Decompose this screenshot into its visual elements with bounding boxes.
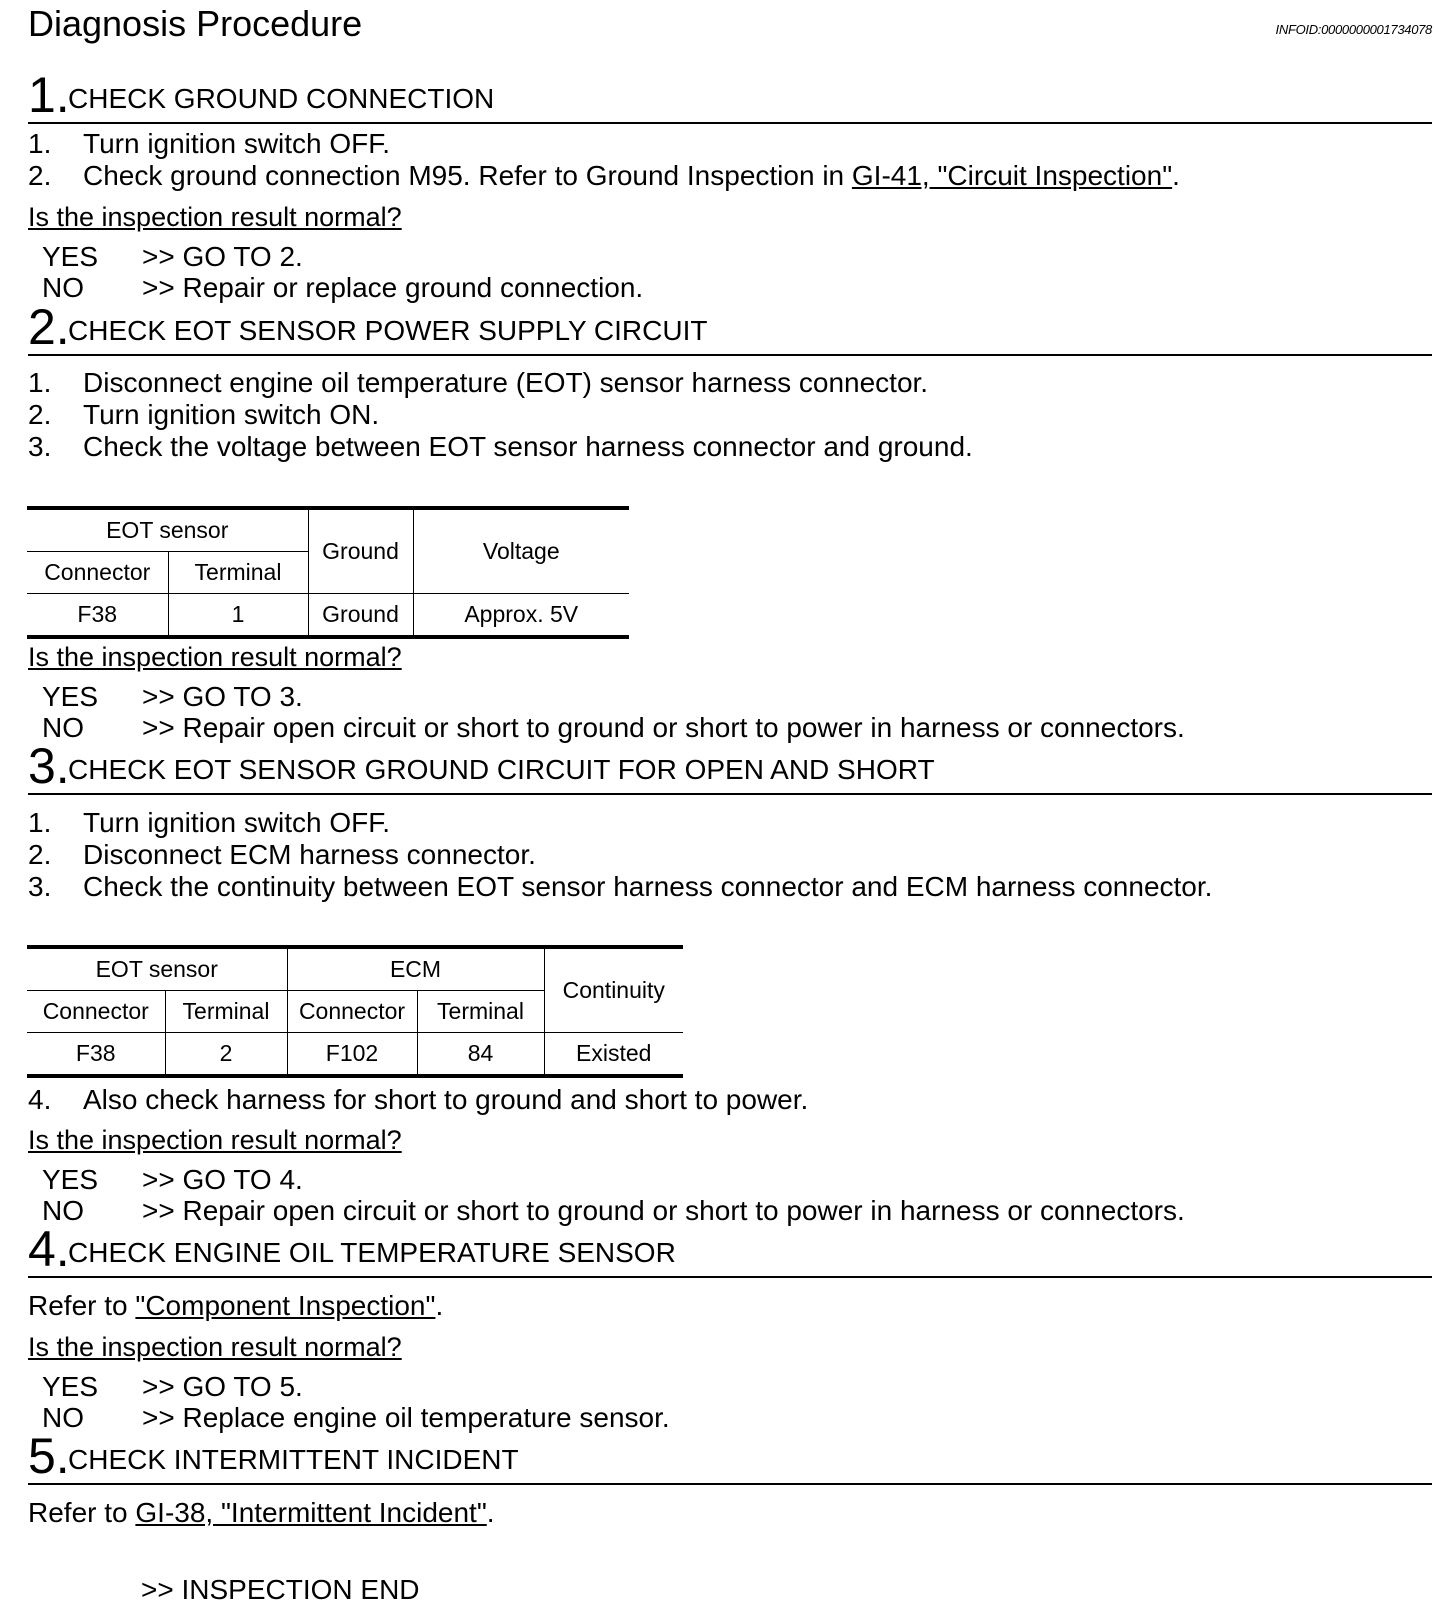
step-title: CHECK EOT SENSOR GROUND CIRCUIT FOR OPEN AND SHORT (68, 754, 935, 785)
list-item: 2. Disconnect ECM harness connector. (28, 839, 536, 870)
step-1-list (28, 128, 1180, 192)
table-header: Ground (308, 508, 413, 594)
list-item: 2. Turn ignition switch ON. (28, 399, 380, 430)
answer-no: NO >> Replace engine oil temperature sensor. (42, 1402, 670, 1433)
answer-no: NO >> Repair or replace ground connection. (42, 272, 644, 303)
table-header: Terminal (417, 991, 544, 1033)
answer-yes: YES >> GO TO 5. (42, 1371, 303, 1402)
step-title: CHECK GROUND CONNECTION (68, 83, 495, 114)
step-2-list (28, 367, 973, 463)
table-header: Continuity (544, 947, 683, 1033)
step-5-header (28, 1428, 1432, 1485)
table-cell: Ground (308, 594, 413, 638)
answer-yes: YES >> GO TO 4. (42, 1164, 303, 1195)
table-cell: Approx. 5V (413, 594, 629, 638)
refer-line: Refer to "Component Inspection". (28, 1290, 444, 1321)
table-header: EOT sensor (27, 508, 308, 552)
table-cell: F38 (27, 594, 168, 638)
list-item: 3. Check the voltage between EOT sensor harness connector and ground. (28, 431, 973, 462)
inspection-question[interactable]: Is the inspection result normal? (28, 202, 402, 232)
table-cell: Existed (544, 1033, 683, 1077)
answer-yes: YES >> GO TO 2. (42, 241, 303, 272)
list-item: 1. Turn ignition switch OFF. (28, 807, 391, 838)
table-header: Connector (27, 552, 168, 594)
step-3-header (28, 738, 1432, 795)
table-row (27, 594, 629, 638)
step-2-header (28, 299, 1432, 356)
inspection-question[interactable]: Is the inspection result normal? (28, 1332, 402, 1362)
continuity-table (27, 945, 683, 1078)
circuit-inspection-link[interactable]: GI-41, "Circuit Inspection" (851, 160, 1173, 191)
step-number: 1. (28, 67, 70, 123)
table-cell: F102 (287, 1033, 417, 1077)
page-title: Diagnosis Procedure (28, 3, 363, 44)
inspection-question[interactable]: Is the inspection result normal? (28, 642, 402, 672)
list-item: 1. Disconnect engine oil temperature (EOT) sensor harness connector. (28, 367, 929, 398)
inspection-question[interactable]: Is the inspection result normal? (28, 1125, 402, 1155)
table-header: Terminal (165, 991, 287, 1033)
step-number: 4. (28, 1221, 70, 1277)
step-title: CHECK EOT SENSOR POWER SUPPLY CIRCUIT (68, 315, 708, 346)
list-item: 1. Turn ignition switch OFF. (28, 128, 391, 159)
voltage-table (27, 506, 629, 639)
list-item: 3. Check the continuity between EOT sensor harness connector and ECM harness connector. (28, 871, 1213, 902)
step-title: CHECK INTERMITTENT INCIDENT (68, 1444, 519, 1475)
info-id: INFOID:0000000001734078 (1275, 22, 1432, 37)
list-item: 4. Also check harness for short to ground and short to power. (28, 1084, 809, 1115)
step-title: CHECK ENGINE OIL TEMPERATURE SENSOR (68, 1237, 676, 1268)
answer-no: NO >> Repair open circuit or short to ground or short to power in harness or connectors. (42, 712, 1185, 743)
table-header: Connector (287, 991, 417, 1033)
step-3-list (28, 807, 1212, 903)
answer-no: NO >> Repair open circuit or short to ground or short to power in harness or connectors. (42, 1195, 1185, 1226)
table-header: Voltage (413, 508, 629, 594)
intermittent-incident-link[interactable]: GI-38, "Intermittent Incident" (135, 1497, 487, 1528)
table-header: Terminal (168, 552, 308, 594)
table-row (27, 1033, 683, 1077)
table-cell: 84 (417, 1033, 544, 1077)
step-number: 5. (28, 1428, 70, 1484)
table-header: Connector (27, 991, 165, 1033)
inspection-end: >> INSPECTION END (141, 1574, 420, 1605)
step-number: 2. (28, 299, 70, 355)
answer-yes: YES >> GO TO 3. (42, 681, 303, 712)
table-cell: 2 (165, 1033, 287, 1077)
component-inspection-link[interactable]: "Component Inspection" (135, 1290, 436, 1321)
table-header: EOT sensor (27, 947, 287, 991)
table-cell: F38 (27, 1033, 165, 1077)
step-4-header (28, 1221, 1432, 1278)
table-header: ECM (287, 947, 544, 991)
list-item: 2. Check ground connection M95. Refer to Ground Inspection in GI-41, "Circuit Inspection". (28, 160, 1180, 191)
table-cell: 1 (168, 594, 308, 638)
step-1-header (28, 67, 1432, 124)
step-number: 3. (28, 738, 70, 794)
refer-line: Refer to GI-38, "Intermittent Incident". (28, 1497, 495, 1528)
step-3-list-continued (28, 1084, 808, 1116)
